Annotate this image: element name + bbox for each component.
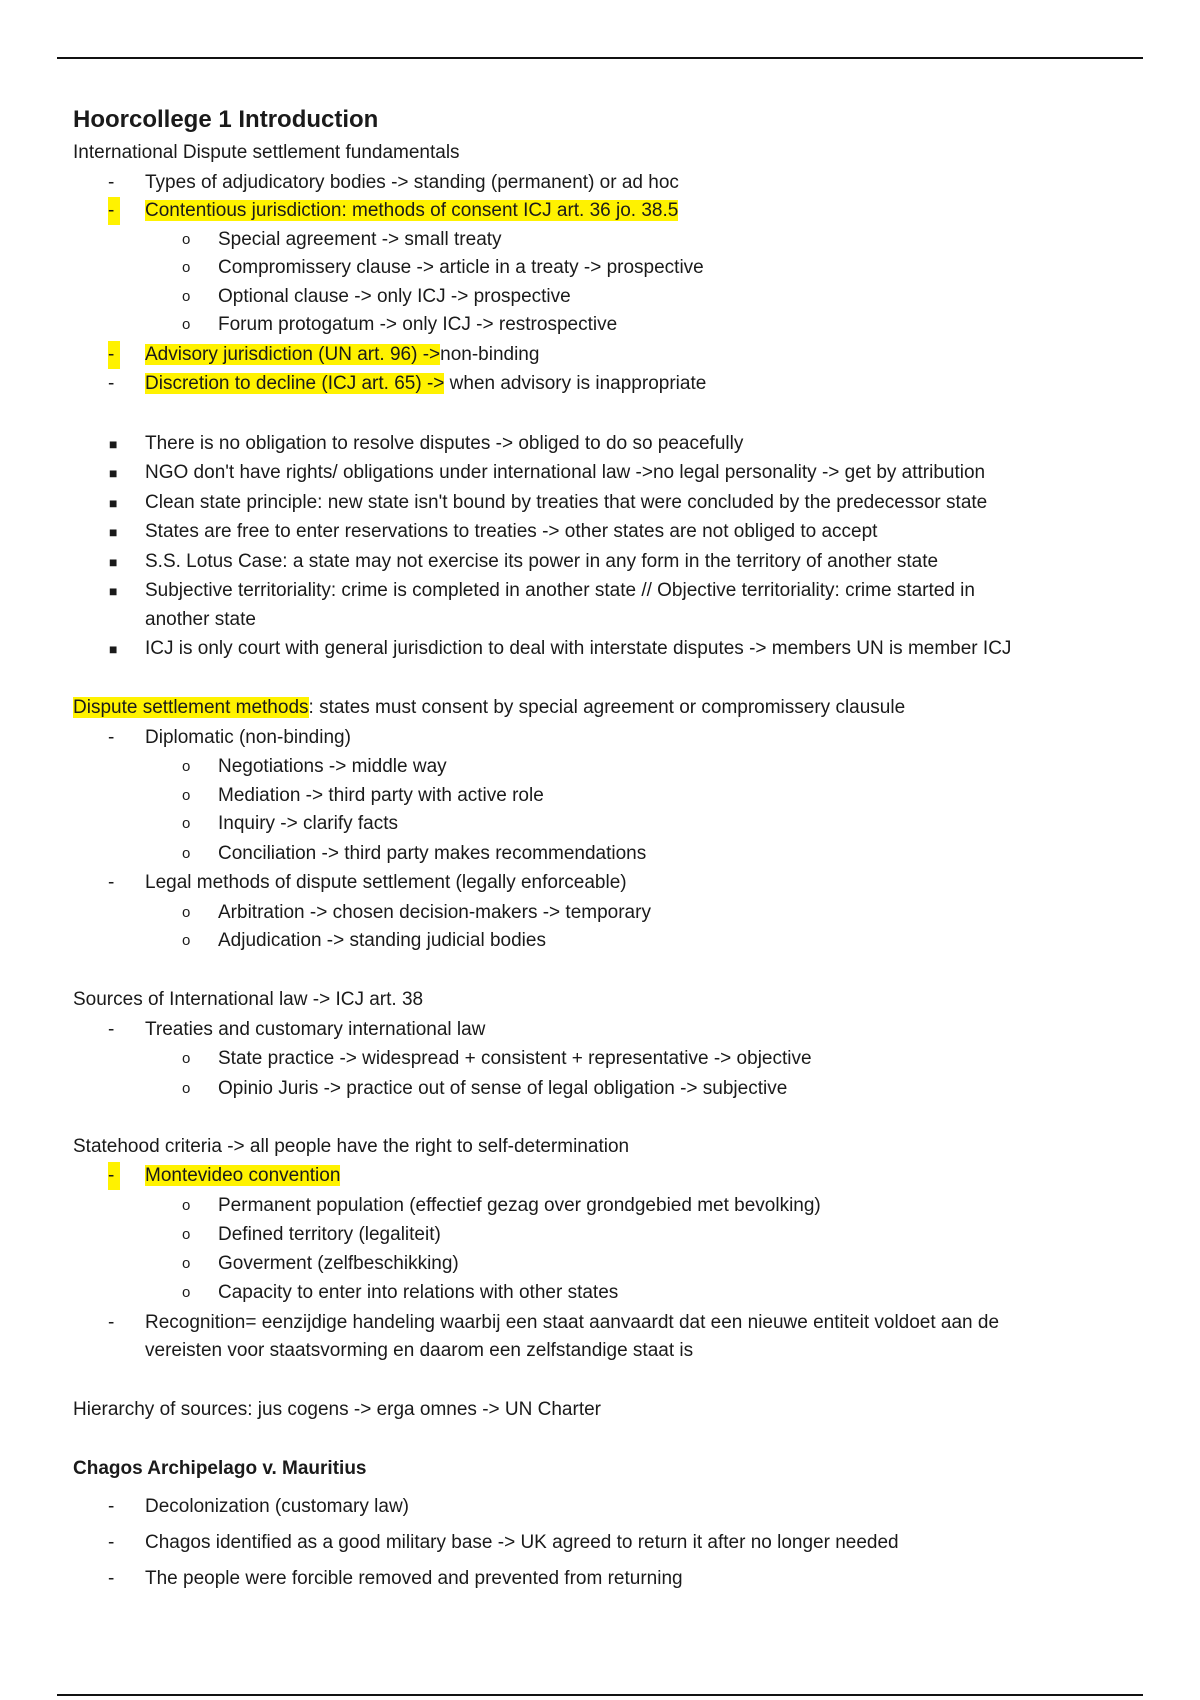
list-item-discretion [145,370,706,398]
list-item: Legal methods of dispute settlement (legally enforceable) [145,872,627,893]
dash-marker: - [108,172,115,193]
list-item: Forum protogatum -> only ICJ -> restrospective [218,314,618,335]
list-item: Defined territory (legaliteit) [218,1224,441,1245]
list-item: S.S. Lotus Case: a state may not exercise its power in any form in the territory of another state [145,551,939,572]
dash-marker: - [108,727,115,748]
square-marker: ■ [109,554,118,570]
dash-marker: - [108,1568,115,1589]
circle-marker: o [182,1050,191,1067]
highlight: Discretion to decline (ICJ art. 65) -> [145,373,445,394]
highlight: Advisory jurisdiction (UN art. 96) -> [145,344,441,365]
list-item: Clean state principle: new state isn't bound by treaties that were concluded by the predecessor state [145,492,988,513]
circle-marker: o [182,1080,191,1097]
list-item-advisory [145,341,539,369]
circle-marker: o [182,1226,191,1243]
section-heading-sources: Sources of International law -> ICJ art. 38 [73,989,424,1010]
list-item: ICJ is only court with general jurisdiction to deal with interstate disputes -> members UN is member ICJ [145,638,1012,659]
list-item: State practice -> widespread + consistent + representative -> objective [218,1048,812,1069]
list-item-highlighted [145,197,678,225]
circle-marker: o [182,1284,191,1301]
list-item-continuation: another state [145,609,256,630]
dash-marker: - [108,197,120,225]
square-marker: ■ [109,641,118,657]
circle-marker: o [182,904,191,921]
dash-marker: - [108,1532,115,1553]
circle-marker: o [182,815,191,832]
list-item: Compromissery clause -> article in a treaty -> prospective [218,257,704,278]
list-item: The people were forcible removed and prevented from returning [145,1568,683,1589]
circle-marker: o [182,259,191,276]
section-heading-chagos: Chagos Archipelago v. Mauritius [73,1458,367,1479]
list-item: Treaties and customary international law [145,1019,486,1040]
list-item: Decolonization (customary law) [145,1496,409,1517]
list-item: Types of adjudicatory bodies -> standing (permanent) or ad hoc [145,172,679,193]
list-item: Adjudication -> standing judicial bodies [218,930,546,951]
list-item: Mediation -> third party with active role [218,785,544,806]
hierarchy-line: Hierarchy of sources: jus cogens -> erga omnes -> UN Charter [73,1399,601,1420]
square-marker: ■ [109,495,118,511]
dash-marker: - [108,341,120,369]
dash-marker: - [108,1019,115,1040]
square-marker: ■ [109,524,118,540]
list-item: Negotiations -> middle way [218,756,447,777]
list-item: Goverment (zelfbeschikking) [218,1253,459,1274]
square-marker: ■ [109,465,118,481]
top-rule [57,57,1143,59]
square-marker: ■ [109,583,118,599]
dash-marker: - [108,1496,115,1517]
square-marker: ■ [109,436,118,452]
list-item: Capacity to enter into relations with other states [218,1282,619,1303]
list-item: Conciliation -> third party makes recommendations [218,843,647,864]
list-item: Special agreement -> small treaty [218,229,502,250]
list-item: Chagos identified as a good military base -> UK agreed to return it after no longer needed [145,1532,899,1553]
highlight: Montevideo convention [145,1165,341,1186]
circle-marker: o [182,932,191,949]
circle-marker: o [182,1255,191,1272]
text: : states must consent by special agreement or compromissery clausule [308,697,906,718]
list-item-highlighted [145,1162,340,1190]
circle-marker: o [182,758,191,775]
text: non-binding [440,344,540,365]
list-item: Recognition= eenzijdige handeling waarbij een staat aanvaardt dat een nieuwe entiteit voldoet aan de [145,1312,1000,1333]
dash-marker: - [108,1162,120,1190]
list-item: NGO don't have rights/ obligations under international law ->no legal personality -> get by attribution [145,462,986,483]
dash-marker: - [108,373,115,394]
page-title: Hoorcollege 1 Introduction [73,106,379,133]
list-item-continuation: vereisten voor staatsvorming en daarom een zelfstandige staat is [145,1340,694,1361]
circle-marker: o [182,288,191,305]
section-heading-intro: International Dispute settlement fundamentals [73,142,460,163]
circle-marker: o [182,787,191,804]
dash-marker: - [108,872,115,893]
highlight: Contentious jurisdiction: methods of consent ICJ art. 36 jo. 38.5 [145,200,679,221]
section-heading-methods [73,694,905,722]
dash-marker: - [108,1312,115,1333]
list-item: States are free to enter reservations to treaties -> other states are not obliged to accept [145,521,878,542]
list-item: Inquiry -> clarify facts [218,813,399,834]
section-heading-statehood: Statehood criteria -> all people have the right to self-determination [73,1136,630,1157]
circle-marker: o [182,1197,191,1214]
list-item: Optional clause -> only ICJ -> prospective [218,286,571,307]
text: when advisory is inappropriate [444,373,707,394]
list-item: Permanent population (effectief gezag over grondgebied met bevolking) [218,1195,821,1216]
highlight: Dispute settlement methods [73,697,309,718]
list-item: Subjective territoriality: crime is completed in another state // Objective territoriality: crime started in [145,580,975,601]
circle-marker: o [182,231,191,248]
list-item: There is no obligation to resolve disputes -> obliged to do so peacefully [145,433,744,454]
circle-marker: o [182,316,191,333]
circle-marker: o [182,845,191,862]
list-item: Opinio Juris -> practice out of sense of legal obligation -> subjective [218,1078,788,1099]
list-item: Arbitration -> chosen decision-makers -> temporary [218,902,651,923]
bottom-rule [57,1694,1143,1696]
list-item: Diplomatic (non-binding) [145,727,351,748]
